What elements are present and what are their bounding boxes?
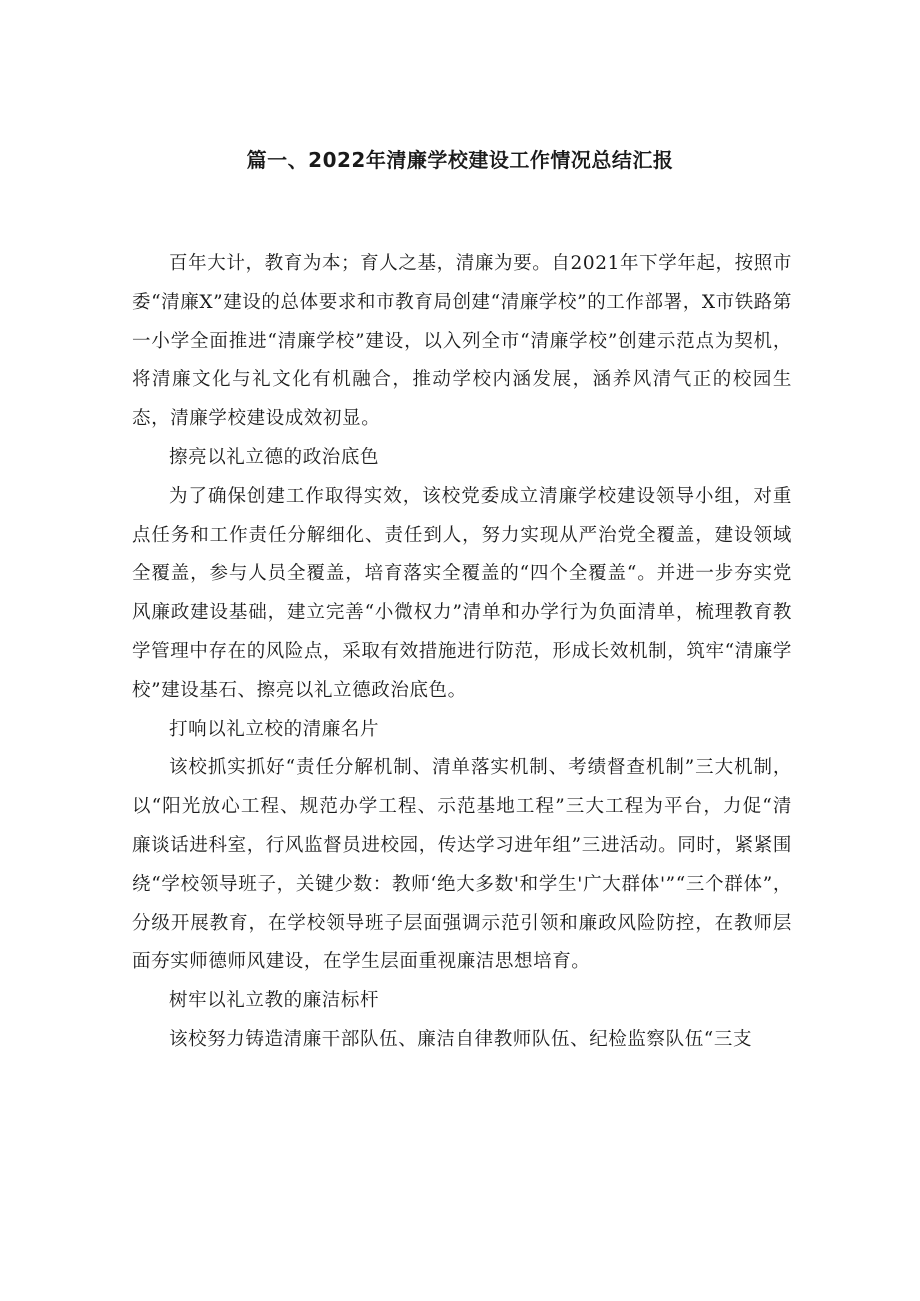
page-title: 篇一、2022年清廉学校建设工作情况总结汇报 bbox=[246, 148, 674, 172]
section-paragraph: 该校抓实抓好“责任分解机制、清单落实机制、考绩督查机制”三大机制，以“阳光放心工程、规范办学工程、示范基地工程”三大工程为平台，力促“清廉谈话进科室，行风监督员进校园，传达学习进年组”三进活动。同时，紧紧围绕“学校领导班子，关键少数：教师‘绝大多数'和学生'广大群体'”“三个群体”，分级开展教育，在学校领导班子层面强调示范引领和廉政风险防控，在教师层面夯实师德师风建设，在学生层面重视廉洁思想培育。 bbox=[132, 757, 792, 973]
section-paragraph: 该校努力铸造清廉干部队伍、廉洁自律教师队伍、纪检监察队伍“三支 bbox=[169, 1028, 753, 1050]
intro-paragraph: 百年大计，教育为本；育人之基，清廉为要。自2021年下学年起，按照市委“清廉X”建设的总体要求和市教育局创建“清廉学校”的工作部署，X市铁路第一小学全面推进“清廉学校”建设，以入列全市“清廉学校”创建示范点为契机，将清廉文化与礼文化有机融合，推动学校内涵发展，涵养风清气正的校园生态，清廉学校建设成效初显。 bbox=[132, 253, 792, 430]
section-heading: 擦亮以礼立德的政治底色 bbox=[169, 446, 380, 468]
section-heading: 树牢以礼立教的廉洁标杆 bbox=[169, 990, 380, 1012]
section-paragraph: 为了确保创建工作取得实效，该校党委成立清廉学校建设领导小组，对重点任务和工作责任分解细化、责任到人，努力实现从严治党全覆盖，建设领域全覆盖，参与人员全覆盖，培育落实全覆盖的“四个全覆盖“。并进一步夯实党风廉政建设基础，建立完善“小微权力”清单和办学行为负面清单，梳理教育教学管理中存在的风险点，采取有效措施进行防范，形成长效机制，筑牢“清廉学校”建设基石、擦亮以礼立德政治底色。 bbox=[132, 485, 792, 701]
document-body bbox=[132, 245, 792, 1060]
section-heading: 打响以礼立校的清廉名片 bbox=[169, 718, 380, 740]
